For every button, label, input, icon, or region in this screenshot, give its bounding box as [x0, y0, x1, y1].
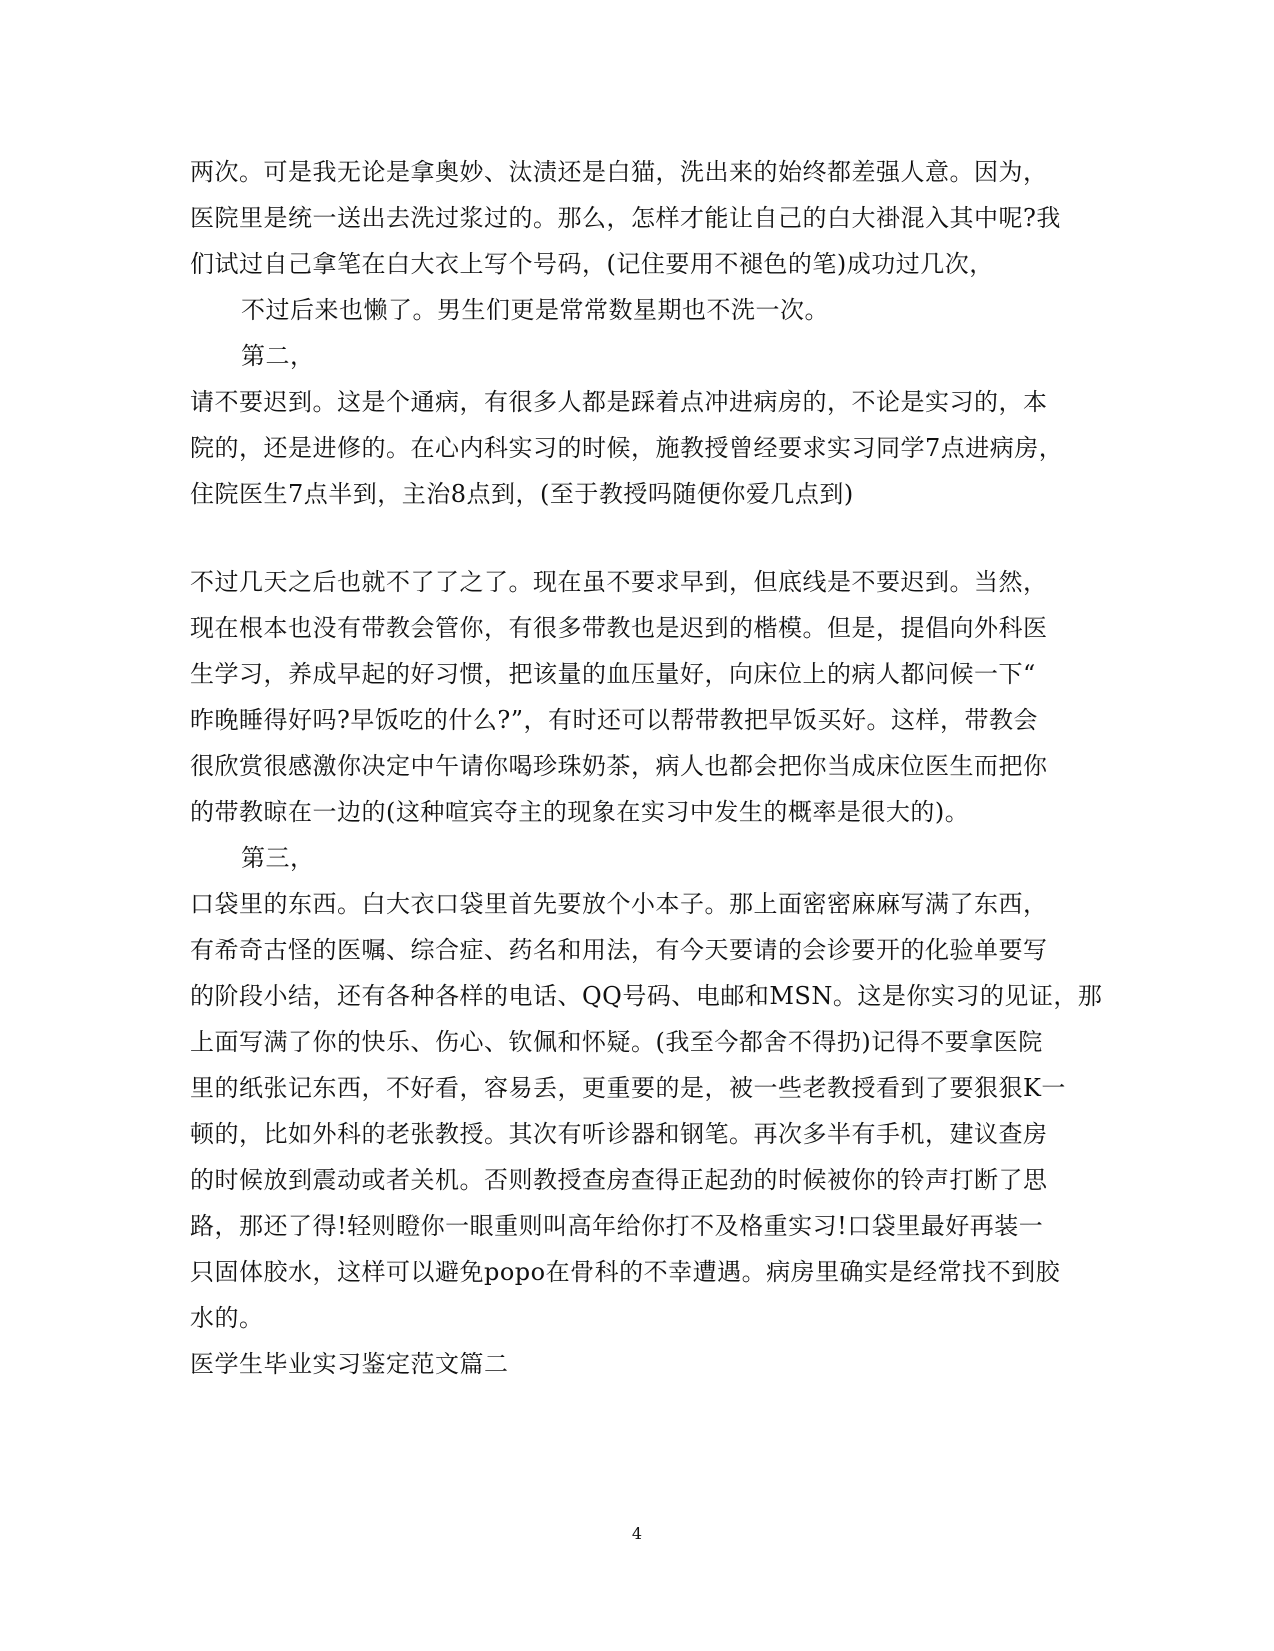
text-line: 生学习，养成早起的好习惯，把该量的血压量好，向床位上的病人都问候一下“: [190, 660, 1036, 688]
text-line: 只固体胶水，这样可以避免popo在骨科的不幸遭遇。病房里确实是经常找不到胶: [190, 1258, 1061, 1286]
text-line: 医院里是统一送出去洗过浆过的。那么，怎样才能让自己的白大褂混入其中呢?我: [190, 204, 1061, 232]
text-line: 院的，还是进修的。在心内科实习的时候，施教授曾经要求实习同学7点进病房，: [190, 434, 1064, 462]
text-line: 顿的，比如外科的老张教授。其次有听诊器和钢笔。再次多半有手机，建议查房: [190, 1120, 1048, 1148]
text-line: 两次。可是我无论是拿奥妙、汰渍还是白猫，洗出来的始终都差强人意。因为，: [190, 158, 1048, 186]
text-line: 很欣赏很感激你决定中午请你喝珍珠奶茶，病人也都会把你当成床位医生而把你: [190, 752, 1048, 780]
section-heading: 第三，: [241, 844, 315, 872]
text-line: 水的。: [190, 1304, 264, 1332]
text-line: 里的纸张记东西，不好看，容易丢，更重要的是，被一些老教授看到了要狠狠K一: [190, 1074, 1066, 1102]
text-line: 有希奇古怪的医嘱、综合症、药名和用法，有今天要请的会诊要开的化验单要写: [190, 936, 1048, 964]
section-heading: 第二，: [241, 342, 315, 370]
text-line: 住院医生7点半到，主治8点到，(至于教授吗随便你爱几点到): [190, 480, 854, 508]
text-line: 现在根本也没有带教会管你，有很多带教也是迟到的楷模。但是，提倡向外科医: [190, 614, 1048, 642]
text-line: 的时候放到震动或者关机。否则教授查房查得正起劲的时候被你的铃声打断了思: [190, 1166, 1048, 1194]
text-line: 不过几天之后也就不了了之了。现在虽不要求早到，但底线是不要迟到。当然，: [190, 568, 1048, 596]
article-title: 医学生毕业实习鉴定范文篇二: [190, 1350, 509, 1378]
text-line: 们试过自己拿笔在白大衣上写个号码，(记住要用不褪色的笔)成功过几次，: [190, 250, 994, 278]
text-line: 的阶段小结，还有各种各样的电话、QQ号码、电邮和MSN。这是你实习的见证，那: [190, 982, 1103, 1010]
text-line: 昨晚睡得好吗?早饭吃的什么?”，有时还可以帮带教把早饭买好。这样，带教会: [190, 706, 1039, 734]
text-line: 请不要迟到。这是个通病，有很多人都是踩着点冲进病房的，不论是实习的，本: [190, 388, 1048, 416]
text-line: 不过后来也懒了。男生们更是常常数星期也不洗一次。: [241, 296, 829, 324]
text-line: 上面写满了你的快乐、伤心、钦佩和怀疑。(我至今都舍不得扔)记得不要拿医院: [190, 1028, 1043, 1056]
text-line: 口袋里的东西。白大衣口袋里首先要放个小本子。那上面密密麻麻写满了东西，: [190, 890, 1048, 918]
text-line: 路，那还了得!轻则瞪你一眼重则叫高年给你打不及格重实习!口袋里最好再装一: [190, 1212, 1044, 1240]
page-number: 4: [631, 1524, 643, 1543]
text-line: 的带教晾在一边的(这种喧宾夺主的现象在实习中发生的概率是很大的)。: [190, 798, 970, 826]
